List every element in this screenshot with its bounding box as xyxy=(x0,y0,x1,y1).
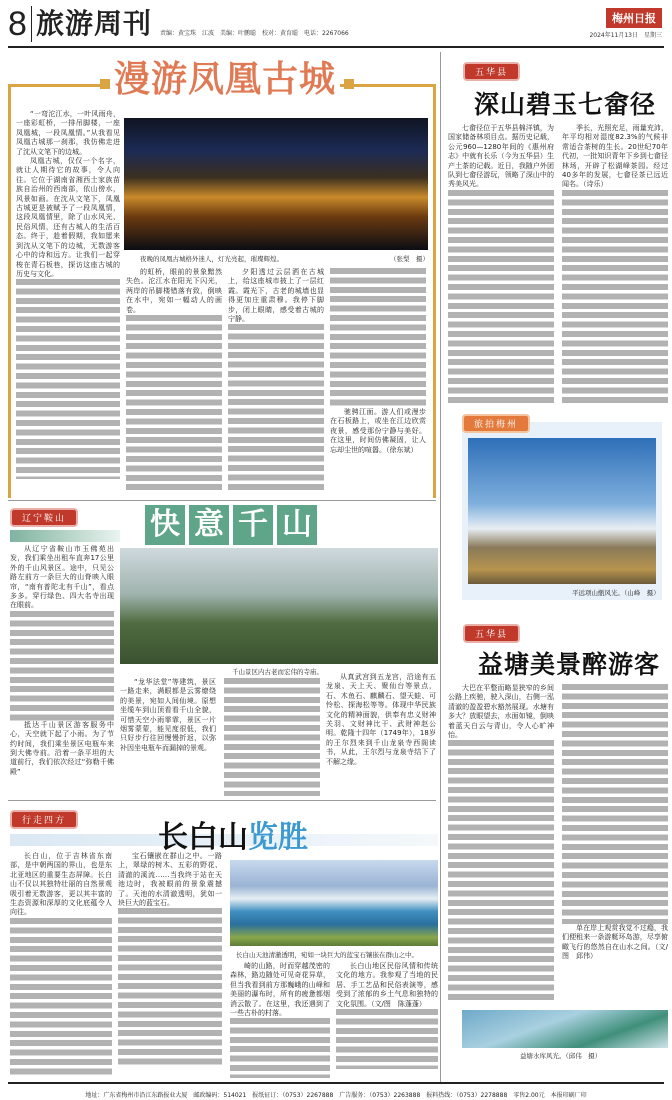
mountain-photo xyxy=(468,438,656,584)
reservoir-photo xyxy=(462,1010,668,1048)
changbai-body-col2 xyxy=(118,852,222,1078)
article-body-col2 xyxy=(126,268,222,490)
phoenix-night-photo xyxy=(124,118,428,250)
article-body-col1 xyxy=(16,110,120,490)
tianchi-photo xyxy=(230,860,438,946)
paragraph: 大巴在平整而略显狭窄的乡间公路上疾驰，驶入深山，右侧一泓清澈的盈盈碧水豁然展现。水塘有多大？放眼望去，水面如镜，倒映着蓝天白云与青山，令人心旷神怡。 xyxy=(448,684,554,740)
title-part: 长白山 xyxy=(158,820,248,855)
paragraph: 崎的山路，时而穿越茂密的森林，路边随处可见奇花异草，但当我看到前方那巍峨的山峰和美丽的瀑布时，所有的疲惫都烟消云散了。在这里，我还遇到了一些古朴的村落。 xyxy=(230,962,330,1018)
title-char: 意 xyxy=(189,505,229,545)
title-ornament xyxy=(344,79,354,89)
newspaper-logo: 梅州日报 xyxy=(606,8,662,28)
article-body-col3 xyxy=(228,268,324,490)
paragraph: 抵达千山景区游客服务中心，天空就下起了小雨。为了节约时间，我们乘坐景区电瓶车来到大佛寺前。沿着一条平坦的大道前行，我们依次经过“弥勒千佛殿” xyxy=(10,720,114,776)
qianshan-body-col1 xyxy=(10,545,114,795)
section-rule xyxy=(8,800,436,801)
article-title-qiyu: 深山碧玉七畲径 xyxy=(474,90,657,119)
section-title: 旅游周刊 xyxy=(36,7,153,40)
paragraph: 凤凰古城，仅仅一个名字，就让人期待它的故事，令人向往。它位于湖南省湘西土家族苗族自治州的西南部，依山傍水，风景如画。在沈从文笔下，凤凰古城更是被赋予了一段凤凰情，这段凤凰情里，除了山水风光、民俗风情，还有古城人的生活百态。终于，趁着假期，我如愿来到沈从文笔下的边城，无数游客心中的诗和远方。让我们一起穿梭在青石板巷，探访这座古城的历史与文化。 xyxy=(16,157,120,278)
column-divider xyxy=(440,52,441,1082)
article-title-phoenix: 漫游凤凰古城 xyxy=(110,52,340,108)
section-tag: 行走四方 xyxy=(10,810,78,829)
title-char: 山 xyxy=(277,505,317,545)
paragraph: 单在岸上观赏我觉不过瘾，我们便租来一条游艇环岛游，尽享俯瞰飞行的悠然自在山水之间。（文/图 邱伟） xyxy=(562,924,668,961)
paragraph: 驰骋江面。游人们或漫步在石板路上，或坐在江边欣赏夜景，感受那份宁静与美好。在这里，时间仿佛凝固，让人忘却尘世的喧嚣。（徐东斌） xyxy=(330,408,426,454)
photo-caption: 平远项山甑风光。（山峰 摄） xyxy=(572,589,660,597)
paragraph: 宝石镶嵌在群山之中。一路上，翠绿的树木、五彩的野花、清澈的溪流……当我终于站在天池边时，我被眼前的景象震撼了。天池的水清澈透明，犹如一块巨大的蓝宝石。 xyxy=(118,852,222,908)
paragraph: 夕阳透过云层洒在古城上，给这座城市披上了一层红霞。霞光下，古老的城墙也显得更加庄重肃穆。我停下脚步，闭上眼睛，感受着古城的宁静。 xyxy=(228,268,324,324)
paragraph: 从真武宫到五龙宫，沿途有五龙泉、天上天、聚仙台等景点，石、木鱼石、麒麟石、望天蛙、可怜松、探海松等等。体现中华民族文化的精神面貌，供奉有忠义财神关羽、文财神比干、武财神赵公明。乾隆十四年（1749年），18岁的王尔烈来到千山龙泉寺西阁读书，从此，王尔烈与龙泉寺结下了不解之缘。 xyxy=(326,673,436,766)
footer-info: 地址：广东省梅州市沿江东路报业大厦 邮政编码：514021 报纸征订：（0753）2267888 广告服务：（0753）2263888 报料热线：（0753）2278888 零售2.00元 本报印刷厂印 xyxy=(85,1092,587,1099)
paragraph: 的虹桥，眼前的景象黯然失色。沱江水在阳光下闪光，两岸的吊脚楼错落有致，倒映在水中，宛如一幅动人的画卷。 xyxy=(126,268,222,314)
paragraph: “一弯沱江水，一叶风雨舟，一座彩虹桥，一排吊脚楼，一座凤凰城，一段凤凰情。”从我看见凤凰古城那一刹那，我仿佛走进了沈从文笔下的边城。 xyxy=(16,110,120,156)
page-number: 8 xyxy=(8,5,27,43)
paragraph: 季长，光照充足，雨量充沛，年平均相对湿度82.3%的气候非常适合茶树的生长。20世纪70年代初，一批知识青年下乡到七畲径林场，开辟了松湖峰茶园。经过40多年的发展，七畲径茶已远近闻名。（诗乐） xyxy=(562,124,668,189)
paragraph: 长白山，位于吉林省东南部，是中朝两国的界山，也是东北亚地区的重要生态屏障。长白山不仅以其独特壮丽的自然景观吸引着无数游客，更以其丰富的生态资源和深厚的文化底蕴令人向往。 xyxy=(10,852,112,917)
title-ornament xyxy=(100,79,110,89)
header-divider xyxy=(31,6,32,42)
yitang-body-col2 xyxy=(562,684,668,1006)
changbai-body-col1 xyxy=(10,852,112,1078)
editor-credits: 责编：黄宝珠 江波 美编：叶鹏聪 校对：黄育聪 电话：2267066 xyxy=(160,30,349,37)
paragraph: 长白山地区民俗风情和传统文化的地方。我参观了当地的民居、手工艺品和民俗表演等，感受到了浓郁的乡土气息和独特的文化氛围。（文/图 陈蓬蓬） xyxy=(336,962,438,1008)
title-char: 快 xyxy=(145,505,185,545)
photo-caption: 夜晚的凤凰古城格外迷人，灯光亮起，璀璨辉煌。 xyxy=(140,255,283,263)
section-tag: 五华县 xyxy=(463,624,520,643)
qianshan-body-col4 xyxy=(326,545,436,795)
paragraph: 从辽宁省鞍山市玉佛苑出发，我们乘坐出租车直奔17公里外的千山风景区。途中，只见公路左前方一条巨大的山脊映入眼帘，“南有普陀北有千山”，看点多多。穿行绿色、四大名寺出现在眼前。 xyxy=(10,545,114,610)
article-title-changbai xyxy=(158,812,308,856)
section-tag: 旅拍梅州 xyxy=(462,414,530,433)
decorative-band xyxy=(10,530,120,542)
header-rule xyxy=(8,46,664,48)
paragraph: 七畲径位于五华县棉洋镇，为国家储备林项目点。据历史记载，公元960—1280年间的《惠州府志》中就有长乐（今为五华县）生产土茶的记载。近日，我随户外团队到七畲径游玩，领略了深山中的秀美风光。 xyxy=(448,124,554,189)
section-rule xyxy=(8,500,436,501)
article-title-qianshan xyxy=(145,505,321,545)
paragraph: “龙华法堂”等建筑，景区一路走来，满眼都是云雾缭绕的美景，宛如人间仙境。原想坐缆车到山顶看看千山全貌，可惜天空小雨霏霏，景区一片烟雾蒙蒙，能见度很低，我们只好步行往回慢慢折返，以弥补因坐电瓶车而漏掉的景观。 xyxy=(120,678,216,752)
title-part: 览胜 xyxy=(248,820,308,855)
photo-credit: （张梨 摄） xyxy=(390,255,429,263)
yitang-body-col1 xyxy=(448,684,554,1006)
changbai-body-col3 xyxy=(230,962,330,1078)
qianshan-body-col2 xyxy=(120,678,216,796)
section-tag: 辽宁鞍山 xyxy=(10,508,78,527)
changbai-body-col4 xyxy=(336,962,438,1078)
issue-date: 2024年11月13日 星期三 xyxy=(589,32,662,39)
article-title-yitang: 益塘美景醉游客 xyxy=(478,650,661,679)
footer-rule xyxy=(8,1082,664,1084)
qiyu-body-col1 xyxy=(448,124,554,404)
qianshan-body-col3 xyxy=(224,678,320,796)
qiyu-body-col2 xyxy=(562,124,668,404)
photo-caption: 益塘水库风光。（邱伟 摄） xyxy=(520,1052,602,1060)
section-tag: 五华县 xyxy=(463,62,520,81)
title-char: 千 xyxy=(233,505,273,545)
article-body-col4 xyxy=(330,268,426,490)
photo-caption: 长白山天池清澈透明，宛如一块巨大的蓝宝石镶嵌在群山之中。 xyxy=(236,951,418,959)
photo-caption: 千山景区内古老而宏伟的寺庙。 xyxy=(232,668,323,676)
